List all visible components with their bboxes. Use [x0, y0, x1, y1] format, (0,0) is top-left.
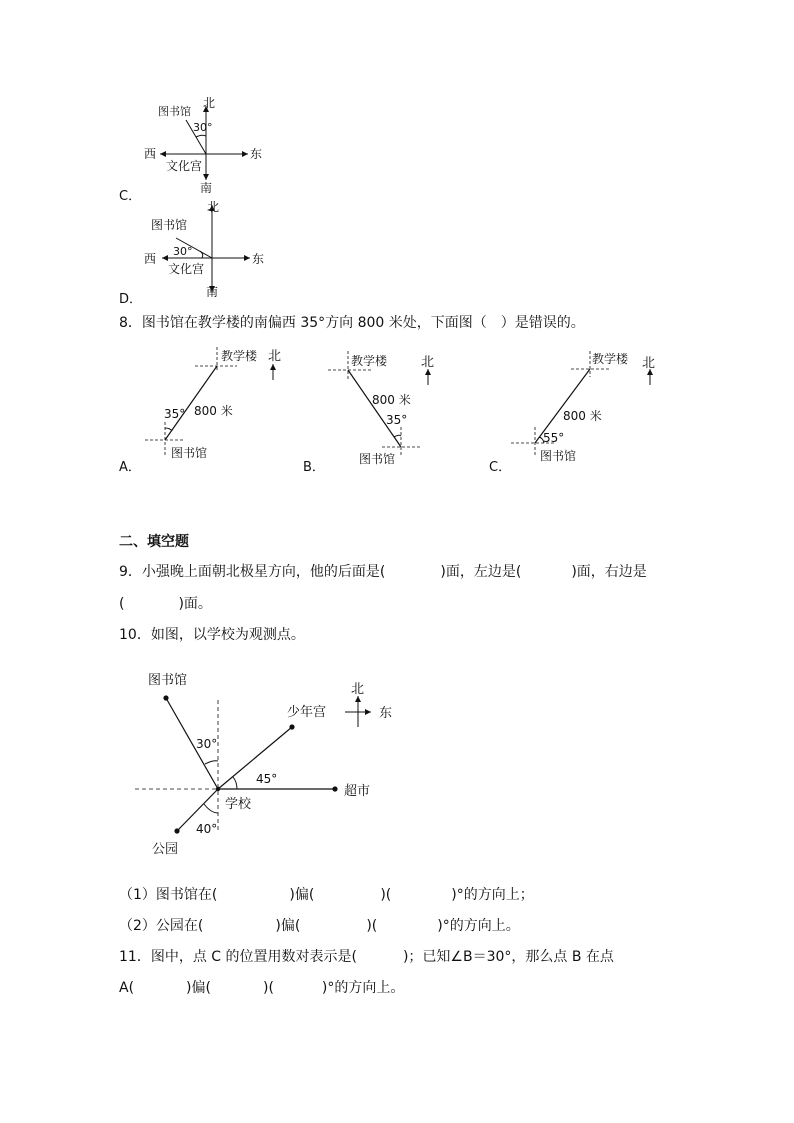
angle-label: 55°	[543, 431, 565, 445]
school-label: 学校	[225, 797, 252, 812]
q10-sub2-c: )(	[366, 918, 378, 934]
palace-label: 文化宫	[168, 262, 205, 276]
west-label: 西	[144, 147, 157, 161]
library-label: 图书馆	[148, 673, 188, 688]
east-label: 东	[252, 252, 265, 266]
q11-line1	[119, 946, 614, 966]
q11-text-2: )；已知∠B＝30°，那么点 B 在点	[402, 949, 614, 965]
south-label: 南	[200, 181, 213, 195]
q10-sub1-b: )偏(	[289, 887, 315, 903]
q11-text-6: )°的方向上。	[321, 980, 405, 996]
q11-text-5: )(	[262, 980, 274, 996]
q10-sub2-a: （2）公园在(	[119, 918, 204, 934]
angle-label: 30°	[193, 121, 213, 134]
q9-text-1: 9．小强晚上面朝北极星方向，他的后面是(	[119, 564, 386, 580]
section-title: 二、填空题	[119, 534, 189, 550]
east-label: 东	[379, 706, 393, 721]
library-label: 图书馆	[540, 449, 577, 463]
q10-sub2-b: )偏(	[275, 918, 301, 934]
q10-sub1-c: )(	[380, 887, 392, 903]
q8-option-a-label[interactable]: A．	[119, 460, 141, 475]
q8-option-c-diagram	[505, 345, 670, 470]
q7-option-d-diagram	[130, 196, 280, 300]
supermarket-label: 超市	[344, 784, 371, 799]
q10-sub1-a: （1）图书馆在(	[119, 887, 218, 903]
north-label: 北	[203, 96, 216, 110]
q10-question-text: 10．如图，以学校为观测点。	[119, 627, 305, 643]
library-label: 图书馆	[359, 452, 396, 466]
distance-label: 800 米	[372, 393, 411, 407]
angle-label: 30°	[173, 245, 193, 258]
q7-option-d-label[interactable]: D．	[119, 292, 143, 307]
angle-label: 35°	[164, 407, 186, 421]
distance-label: 800 米	[194, 404, 233, 418]
library-label: 图书馆	[151, 218, 188, 232]
q7-option-c-label[interactable]: C．	[119, 189, 142, 204]
q10-sub1-d: )°的方向上；	[451, 887, 534, 903]
north-label: 北	[642, 356, 656, 371]
angle-park: 40°	[196, 822, 218, 836]
north-label: 北	[421, 355, 435, 370]
distance-label: 800 米	[563, 409, 602, 423]
q11-text-1: 11．图中，点 C 的位置用数对表示是(	[119, 949, 357, 965]
north-label: 北	[268, 349, 282, 364]
q9-line1	[119, 561, 647, 581]
q11-text-4: )偏(	[186, 980, 211, 996]
palace-label: 文化宫	[166, 159, 203, 173]
q8-option-b-label[interactable]: B．	[303, 460, 325, 475]
east-label: 东	[250, 147, 263, 161]
angle-youth: 45°	[256, 772, 278, 786]
building-label: 教学楼	[221, 349, 258, 363]
library-label: 图书馆	[171, 446, 208, 460]
q10-sub2-d: )°的方向上。	[437, 918, 520, 934]
youth-palace-label: 少年宫	[287, 705, 327, 720]
q10-sub1	[119, 884, 534, 904]
q7-option-c-diagram	[130, 90, 280, 200]
building-label: 教学楼	[351, 354, 388, 368]
q10-diagram	[130, 665, 410, 865]
q11-line2	[119, 977, 404, 997]
south-label: 南	[206, 285, 219, 299]
west-label: 西	[144, 252, 157, 266]
q9-text-5: )面。	[178, 596, 212, 612]
library-label: 图书馆	[158, 105, 191, 118]
q8-question-text: 8．图书馆在教学楼的南偏西 35°方向 800 米处，下面图（ ）是错误的。	[119, 315, 585, 331]
q9-text-2: )面，左边是(	[440, 564, 522, 580]
north-label: 北	[207, 200, 220, 214]
q8-option-b-diagram	[320, 345, 480, 470]
angle-library: 30°	[196, 737, 218, 751]
q9-text-3: )面，右边是	[571, 564, 647, 580]
q8-option-a-diagram	[135, 340, 295, 465]
q10-sub2	[119, 915, 520, 935]
park-label: 公园	[152, 842, 179, 857]
q8-option-c-label[interactable]: C．	[489, 460, 512, 475]
north-label: 北	[351, 682, 365, 697]
building-label: 教学楼	[592, 352, 629, 366]
angle-label: 35°	[386, 413, 408, 427]
q9-line2	[119, 593, 212, 613]
q9-text-4: (	[119, 596, 125, 612]
q11-text-3: A(	[119, 980, 135, 996]
